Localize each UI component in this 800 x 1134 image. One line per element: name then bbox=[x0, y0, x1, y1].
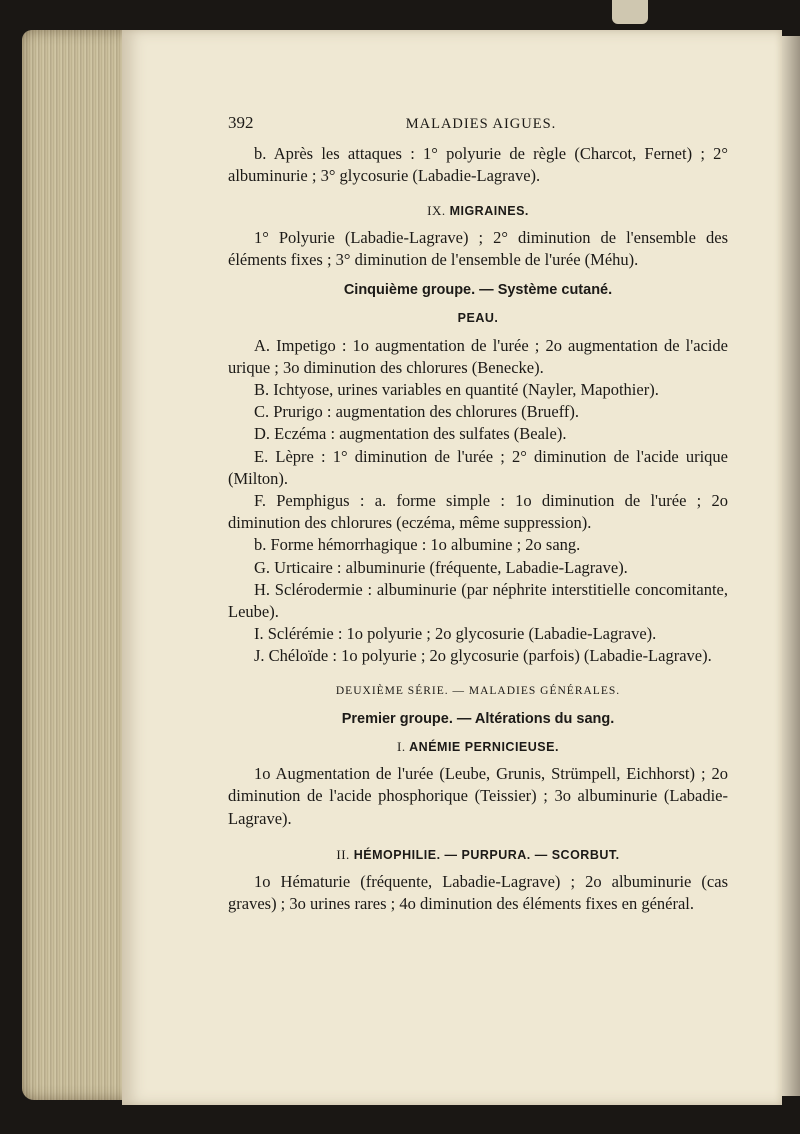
list-item: H. Sclérodermie : albuminurie (par néphrite interstitielle concomitante, Leube). bbox=[228, 579, 728, 622]
page-number: 392 bbox=[228, 113, 254, 132]
list-item: G. Urticaire : albuminurie (fréquente, Labadie-Lagrave). bbox=[254, 557, 628, 577]
list-item: D. Eczéma : augmentation des sulfates (Beale). bbox=[254, 424, 567, 444]
migraines-paragraph: 1° Polyurie (Labadie-Lagrave) ; 2° diminution de l'ensemble des éléments fixes ; 3° diminution de l'ensemble de l'urée (Méhu). bbox=[228, 227, 728, 270]
list-item: b. Forme hémorrhagique : 1o albumine ; 2o sang. bbox=[254, 535, 581, 555]
section-heading-hemophilie bbox=[228, 844, 728, 866]
section-number: II. bbox=[336, 846, 350, 862]
list-item: B. Ichtyose, urines variables en quantité (Nayler, Mapothier). bbox=[254, 380, 659, 400]
intro-paragraph: b. Après les attaques : 1° polyurie de règle (Charcot, Fernet) ; 2° albuminurie ; 3° glycosurie (Labadie-Lagrave). bbox=[228, 144, 728, 186]
running-title: MALADIES AIGUES. bbox=[405, 116, 557, 132]
list-item: J. Chéloïde : 1o polyurie ; 2o glycosurie (parfois) (Labadie-Lagrave). bbox=[254, 646, 712, 666]
group-heading-5: Cinquième groupe. — Système cutané. bbox=[343, 282, 613, 299]
section-number: I. bbox=[397, 739, 406, 755]
list-item: F. Pemphigus : a. forme simple : 1o diminution de l'urée ; 2o diminution des chlorures (eczéma, même suppression). bbox=[228, 491, 728, 533]
page-text bbox=[228, 112, 728, 916]
list-item: E. Lèpre : 1° diminution de l'urée ; 2° diminution de l'acide urique (Milton). bbox=[228, 446, 728, 488]
section-title: ANÉMIE PERNICIEUSE. bbox=[409, 740, 559, 755]
section-number: IX. bbox=[427, 202, 446, 218]
series-heading: DEUXIÈME SÉRIE. — MALADIES GÉNÉRALES. bbox=[335, 684, 621, 697]
section-heading-anemie bbox=[228, 736, 728, 758]
list-item: I. Sclérémie : 1o polyurie ; 2o glycosurie (Labadie-Lagrave). bbox=[254, 624, 657, 644]
paper-tab bbox=[612, 0, 648, 24]
hemophilie-paragraph: 1o Hématurie (fréquente, Labadie-Lagrave) ; 2o albuminurie (cas graves) ; 3o urines rares ; 4o diminution des éléments fixes en général. bbox=[228, 872, 728, 914]
section-heading-peau: PEAU. bbox=[457, 311, 499, 326]
group-heading-1: Premier groupe. — Altérations du sang. bbox=[341, 710, 615, 727]
section-title: HÉMOPHILIE. — PURPURA. — SCORBUT. bbox=[353, 847, 620, 862]
list-item: A. Impetigo : 1o augmentation de l'urée ; 2o augmentation de l'acide urique ; 3o diminution des chlorures (Benecke). bbox=[228, 335, 728, 377]
page-header bbox=[228, 112, 728, 135]
section-heading-migraines bbox=[228, 200, 728, 222]
anemie-paragraph: 1o Augmentation de l'urée (Leube, Grunis, Strümpell, Eichhorst) ; 2o diminution de l'acide phosphorique (Teissier) ; 3o albuminurie (Labadie-Lagrave). bbox=[228, 764, 728, 828]
section-title: MIGRAINES. bbox=[449, 203, 529, 218]
book-page-edges bbox=[22, 30, 132, 1100]
page-shadow bbox=[782, 36, 800, 1096]
list-item: C. Prurigo : augmentation des chlorures (Brueff). bbox=[254, 402, 580, 422]
